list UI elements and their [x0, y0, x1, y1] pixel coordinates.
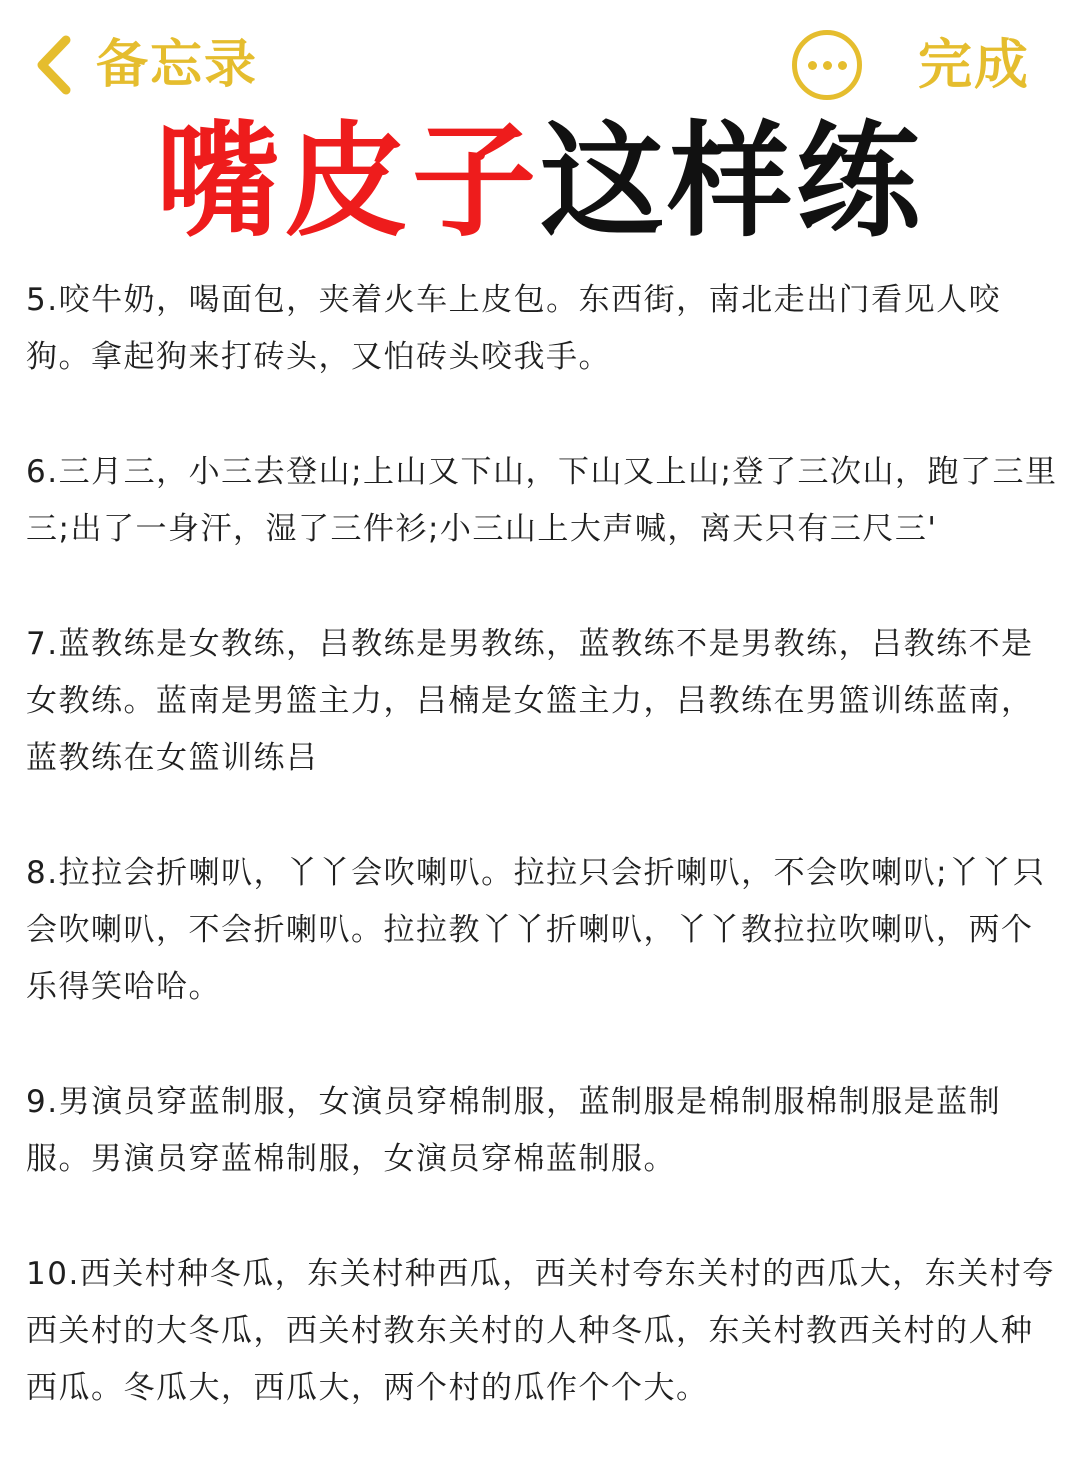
- note-body[interactable]: [26, 272, 1062, 1475]
- tongue-twister-7: 7.蓝教练是女教练，吕教练是男教练，蓝教练不是男教练，吕教练不是女教练。蓝南是男篮主力，吕楠是女篮主力，吕教练在男篮训练蓝南，蓝教练在女篮训练吕: [26, 626, 1034, 776]
- more-button[interactable]: [792, 30, 862, 100]
- tongue-twister-5: 5.咬牛奶，喝面包，夹着火车上皮包。东西街，南北走出门看见人咬狗。拿起狗来打砖头，又怕砖头咬我手。: [26, 282, 1002, 375]
- back-button[interactable]: [28, 30, 258, 100]
- more-horizontal-icon: [838, 61, 847, 70]
- note-title: [0, 112, 1080, 252]
- note-title-highlight: 嘴皮子: [155, 110, 540, 254]
- note-title-rest: 这样练: [540, 110, 925, 254]
- chevron-left-icon: [28, 30, 88, 100]
- tongue-twister-8: 8.拉拉会折喇叭，丫丫会吹喇叭。拉拉只会折喇叭，不会吹喇叭;丫丫只会吹喇叭，不会折喇叭。拉拉教丫丫折喇叭，丫丫教拉拉吹喇叭，两个乐得笑哈哈。: [26, 855, 1046, 1005]
- tongue-twister-10: 10.西关村种冬瓜，东关村种西瓜，西关村夸东关村的西瓜大，东关村夸西关村的大冬瓜，西关村教东关村的人种冬瓜，东关村教西关村的人种西瓜。冬瓜大，西瓜大，两个村的瓜作个个大。: [26, 1256, 1055, 1406]
- more-horizontal-icon: [823, 61, 832, 70]
- tongue-twister-9: 9.男演员穿蓝制服，女演员穿棉制服，蓝制服是棉制服棉制服是蓝制服。男演员穿蓝棉制服，女演员穿棉蓝制服。: [26, 1084, 1002, 1177]
- more-horizontal-icon: [808, 61, 817, 70]
- back-button-label: 备忘录: [96, 35, 259, 95]
- tongue-twister-6: 6.三月三，小三去登山;上山又下山，下山又上山;登了三次山，跑了三里三;出了一身汗，湿了三件衫;小三山上大声喊，离天只有三尺三': [26, 454, 1058, 547]
- done-button[interactable]: 完成: [918, 33, 1030, 96]
